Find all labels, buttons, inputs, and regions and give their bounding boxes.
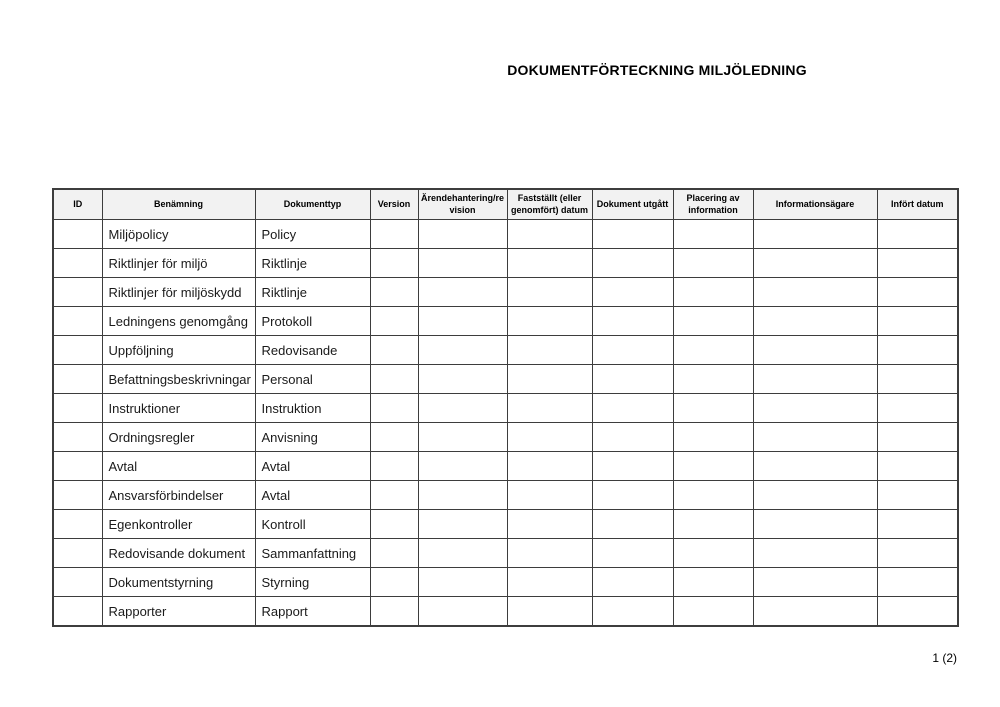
cell-empty bbox=[877, 336, 958, 365]
cell-benamning: Dokumentstyrning bbox=[102, 568, 255, 597]
cell-benamning: Rapporter bbox=[102, 597, 255, 627]
cell-empty bbox=[418, 336, 507, 365]
table-row bbox=[53, 278, 958, 307]
cell-empty bbox=[877, 539, 958, 568]
cell-empty bbox=[370, 336, 418, 365]
cell-empty bbox=[418, 452, 507, 481]
cell-empty bbox=[53, 481, 102, 510]
cell-empty bbox=[673, 568, 753, 597]
table-row bbox=[53, 423, 958, 452]
cell-empty bbox=[592, 481, 673, 510]
column-header-informationsagare: Informationsägare bbox=[753, 189, 877, 220]
cell-empty bbox=[673, 249, 753, 278]
cell-empty bbox=[53, 452, 102, 481]
cell-dokumenttyp: Avtal bbox=[255, 452, 370, 481]
cell-empty bbox=[418, 539, 507, 568]
table-row bbox=[53, 220, 958, 249]
cell-benamning: Befattningsbeskrivningar bbox=[102, 365, 255, 394]
cell-empty bbox=[418, 568, 507, 597]
cell-empty bbox=[673, 510, 753, 539]
cell-empty bbox=[507, 394, 592, 423]
cell-dokumenttyp: Sammanfattning bbox=[255, 539, 370, 568]
cell-empty bbox=[592, 394, 673, 423]
cell-empty bbox=[673, 394, 753, 423]
cell-empty bbox=[418, 423, 507, 452]
cell-empty bbox=[370, 568, 418, 597]
cell-empty bbox=[418, 481, 507, 510]
column-header-benamning: Benämning bbox=[102, 189, 255, 220]
cell-empty bbox=[507, 365, 592, 394]
cell-empty bbox=[53, 510, 102, 539]
cell-empty bbox=[877, 278, 958, 307]
cell-empty bbox=[370, 423, 418, 452]
table-row bbox=[53, 365, 958, 394]
cell-empty bbox=[418, 394, 507, 423]
table-header bbox=[53, 189, 958, 220]
cell-empty bbox=[507, 510, 592, 539]
column-header-placering: Placering av information bbox=[673, 189, 753, 220]
cell-empty bbox=[418, 220, 507, 249]
cell-empty bbox=[370, 597, 418, 627]
cell-benamning: Ordningsregler bbox=[102, 423, 255, 452]
cell-empty bbox=[877, 365, 958, 394]
cell-empty bbox=[370, 220, 418, 249]
cell-empty bbox=[673, 220, 753, 249]
cell-empty bbox=[877, 510, 958, 539]
cell-empty bbox=[370, 249, 418, 278]
cell-empty bbox=[53, 394, 102, 423]
cell-empty bbox=[507, 568, 592, 597]
cell-empty bbox=[753, 481, 877, 510]
cell-empty bbox=[592, 568, 673, 597]
cell-empty bbox=[53, 249, 102, 278]
cell-empty bbox=[370, 394, 418, 423]
cell-empty bbox=[507, 481, 592, 510]
cell-empty bbox=[418, 510, 507, 539]
cell-benamning: Avtal bbox=[102, 452, 255, 481]
cell-empty bbox=[592, 597, 673, 627]
cell-dokumenttyp: Policy bbox=[255, 220, 370, 249]
cell-empty bbox=[753, 568, 877, 597]
cell-empty bbox=[53, 220, 102, 249]
cell-dokumenttyp: Kontroll bbox=[255, 510, 370, 539]
cell-empty bbox=[753, 220, 877, 249]
cell-empty bbox=[507, 336, 592, 365]
cell-empty bbox=[370, 510, 418, 539]
cell-empty bbox=[418, 249, 507, 278]
cell-dokumenttyp: Riktlinje bbox=[255, 249, 370, 278]
cell-empty bbox=[507, 278, 592, 307]
cell-empty bbox=[877, 452, 958, 481]
cell-benamning: Egenkontroller bbox=[102, 510, 255, 539]
cell-empty bbox=[877, 568, 958, 597]
cell-benamning: Riktlinjer för miljö bbox=[102, 249, 255, 278]
cell-empty bbox=[418, 597, 507, 627]
cell-benamning: Redovisande dokument bbox=[102, 539, 255, 568]
cell-empty bbox=[592, 510, 673, 539]
page-title: DOKUMENTFÖRTECKNING MILJÖLEDNING bbox=[507, 62, 807, 78]
cell-dokumenttyp: Styrning bbox=[255, 568, 370, 597]
cell-empty bbox=[673, 307, 753, 336]
cell-empty bbox=[877, 481, 958, 510]
cell-dokumenttyp: Riktlinje bbox=[255, 278, 370, 307]
column-header-faststallt-datum: Fastställt (eller genomfört) datum bbox=[507, 189, 592, 220]
cell-empty bbox=[507, 423, 592, 452]
column-header-dokumenttyp: Dokumenttyp bbox=[255, 189, 370, 220]
cell-empty bbox=[370, 481, 418, 510]
cell-empty bbox=[673, 539, 753, 568]
table-row bbox=[53, 597, 958, 627]
cell-empty bbox=[418, 307, 507, 336]
cell-empty bbox=[592, 423, 673, 452]
cell-empty bbox=[673, 452, 753, 481]
cell-empty bbox=[53, 365, 102, 394]
cell-benamning: Miljöpolicy bbox=[102, 220, 255, 249]
document-register-table bbox=[52, 188, 959, 627]
cell-dokumenttyp: Avtal bbox=[255, 481, 370, 510]
cell-empty bbox=[507, 539, 592, 568]
cell-empty bbox=[507, 307, 592, 336]
table-row bbox=[53, 452, 958, 481]
table-row bbox=[53, 539, 958, 568]
cell-empty bbox=[592, 220, 673, 249]
cell-dokumenttyp: Redovisande bbox=[255, 336, 370, 365]
cell-empty bbox=[370, 452, 418, 481]
cell-empty bbox=[592, 336, 673, 365]
cell-empty bbox=[673, 365, 753, 394]
cell-benamning: Uppföljning bbox=[102, 336, 255, 365]
table-row bbox=[53, 481, 958, 510]
cell-empty bbox=[592, 452, 673, 481]
cell-empty bbox=[877, 394, 958, 423]
cell-dokumenttyp: Protokoll bbox=[255, 307, 370, 336]
cell-empty bbox=[592, 539, 673, 568]
cell-empty bbox=[753, 278, 877, 307]
cell-empty bbox=[753, 597, 877, 627]
cell-dokumenttyp: Anvisning bbox=[255, 423, 370, 452]
cell-empty bbox=[592, 278, 673, 307]
cell-empty bbox=[507, 220, 592, 249]
cell-empty bbox=[53, 423, 102, 452]
cell-empty bbox=[507, 249, 592, 278]
cell-benamning: Riktlinjer för miljöskydd bbox=[102, 278, 255, 307]
cell-benamning: Instruktioner bbox=[102, 394, 255, 423]
cell-benamning: Ansvarsförbindelser bbox=[102, 481, 255, 510]
column-header-id: ID bbox=[53, 189, 102, 220]
cell-empty bbox=[53, 278, 102, 307]
cell-empty bbox=[507, 597, 592, 627]
cell-empty bbox=[418, 278, 507, 307]
cell-empty bbox=[753, 539, 877, 568]
cell-dokumenttyp: Rapport bbox=[255, 597, 370, 627]
cell-empty bbox=[53, 568, 102, 597]
table-row bbox=[53, 307, 958, 336]
cell-empty bbox=[370, 365, 418, 394]
cell-empty bbox=[592, 249, 673, 278]
column-header-infort-datum: Infört datum bbox=[877, 189, 958, 220]
cell-empty bbox=[753, 394, 877, 423]
cell-empty bbox=[753, 336, 877, 365]
column-header-version: Version bbox=[370, 189, 418, 220]
header-row bbox=[53, 189, 958, 220]
cell-empty bbox=[673, 597, 753, 627]
column-header-arendehantering: Ärendehantering/revision bbox=[418, 189, 507, 220]
cell-empty bbox=[53, 307, 102, 336]
cell-empty bbox=[507, 452, 592, 481]
column-header-dokument-utgatt: Dokument utgått bbox=[592, 189, 673, 220]
cell-empty bbox=[877, 307, 958, 336]
cell-empty bbox=[753, 452, 877, 481]
cell-empty bbox=[753, 423, 877, 452]
table-row bbox=[53, 394, 958, 423]
cell-dokumenttyp: Personal bbox=[255, 365, 370, 394]
cell-empty bbox=[877, 249, 958, 278]
table-row bbox=[53, 336, 958, 365]
cell-empty bbox=[673, 278, 753, 307]
cell-empty bbox=[753, 510, 877, 539]
cell-empty bbox=[592, 307, 673, 336]
table-row bbox=[53, 568, 958, 597]
cell-empty bbox=[53, 597, 102, 627]
cell-empty bbox=[753, 249, 877, 278]
cell-empty bbox=[370, 307, 418, 336]
table-row bbox=[53, 249, 958, 278]
table-body bbox=[53, 220, 958, 627]
cell-benamning: Ledningens genomgång bbox=[102, 307, 255, 336]
cell-empty bbox=[53, 539, 102, 568]
cell-empty bbox=[753, 365, 877, 394]
cell-empty bbox=[673, 336, 753, 365]
cell-empty bbox=[418, 365, 507, 394]
cell-empty bbox=[673, 423, 753, 452]
cell-empty bbox=[592, 365, 673, 394]
cell-empty bbox=[877, 597, 958, 627]
cell-empty bbox=[877, 423, 958, 452]
cell-empty bbox=[673, 481, 753, 510]
page-number: 1 (2) bbox=[932, 651, 957, 665]
cell-empty bbox=[370, 278, 418, 307]
table-row bbox=[53, 510, 958, 539]
cell-empty bbox=[53, 336, 102, 365]
cell-empty bbox=[877, 220, 958, 249]
cell-dokumenttyp: Instruktion bbox=[255, 394, 370, 423]
cell-empty bbox=[753, 307, 877, 336]
cell-empty bbox=[370, 539, 418, 568]
